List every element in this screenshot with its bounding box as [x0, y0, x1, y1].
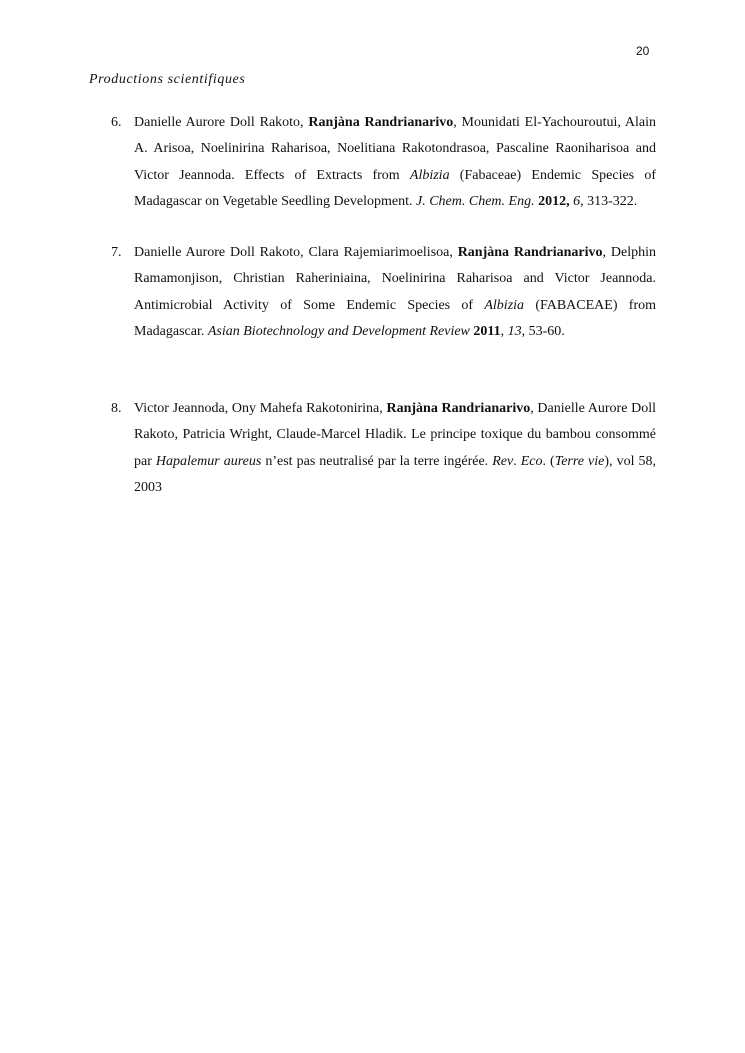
reference-number: 8.: [111, 401, 122, 416]
section-title: Productions scientifiques: [89, 72, 246, 87]
italic-text: 6,: [573, 194, 584, 210]
highlighted-author: Ranjàna Randrianarivo: [308, 115, 454, 130]
reference-text-run: (FABACEAE) from Madagascar.: [134, 297, 656, 340]
reference-text-run: , 53-60.: [521, 324, 565, 340]
reference-text-run: .: [513, 453, 521, 469]
italic-text: Rev: [492, 453, 514, 469]
reference-text: [134, 396, 656, 502]
highlighted-author: 2011: [473, 324, 501, 340]
reference-text: [134, 110, 656, 216]
italic-text: Albizia: [484, 297, 525, 313]
italic-text: Asian Biotechnology and Development Review: [207, 324, 470, 340]
reference-text-run: ,: [500, 324, 508, 340]
reference-text-run: (Fabaceae) Endemic Species of Madagascar on Vegetable Seedling Development.: [134, 167, 656, 210]
italic-text: Albizia: [409, 167, 450, 183]
reference-text-run: , Danielle Aurore Doll Rakoto, Patricia Wright, Claude-Marcel Hladik. Le principe toxique du bambou consommé par: [134, 401, 657, 469]
reference-text-run: Danielle Aurore Doll Rakoto, Clara Rajemiarimoelisoa,: [134, 245, 458, 260]
reference-text-run: n’est pas neutralisé par la terre ingérée.: [261, 453, 493, 469]
italic-text: J. Chem. Chem. Eng.: [415, 194, 535, 210]
italic-text: Eco: [520, 453, 543, 469]
highlighted-author: Ranjàna Randrianarivo: [457, 245, 603, 260]
reference-text-run: , Delphin Ramamonjison, Christian Raheriniaina, Noelinirina Raharisoa and Victor Jeannoda. Antimicrobial Activity of Some Endemic Species of: [134, 245, 656, 313]
reference-text-run: 313-322.: [583, 194, 638, 210]
highlighted-author: Ranjàna Randrianarivo: [386, 401, 531, 416]
italic-text: 13: [507, 324, 522, 340]
reference-number: 7.: [111, 245, 122, 260]
reference-number: 6.: [111, 115, 122, 130]
italic-text: Hapalemur aureus: [155, 453, 262, 469]
reference-text-run: . (: [542, 453, 555, 469]
reference-text-run: Danielle Aurore Doll Rakoto,: [134, 115, 309, 130]
reference-text-run: , Mounidati El-Yachouroutui, Alain A. Arisoa, Noelinirina Raharisoa, Noelitiana Rakotondrasoa, Pascaline Raoniharisoa and Victor Jeannoda. Effects of Extracts from: [134, 115, 656, 183]
reference-text: [134, 240, 656, 346]
italic-text: Terre vie: [554, 453, 605, 469]
reference-text-run: ), vol 58, 2003: [134, 453, 657, 496]
reference-text-run: Victor Jeannoda, Ony Mahefa Rakotonirina,: [134, 401, 387, 416]
highlighted-author: 2012,: [538, 194, 570, 210]
page-number: 20: [636, 44, 650, 58]
